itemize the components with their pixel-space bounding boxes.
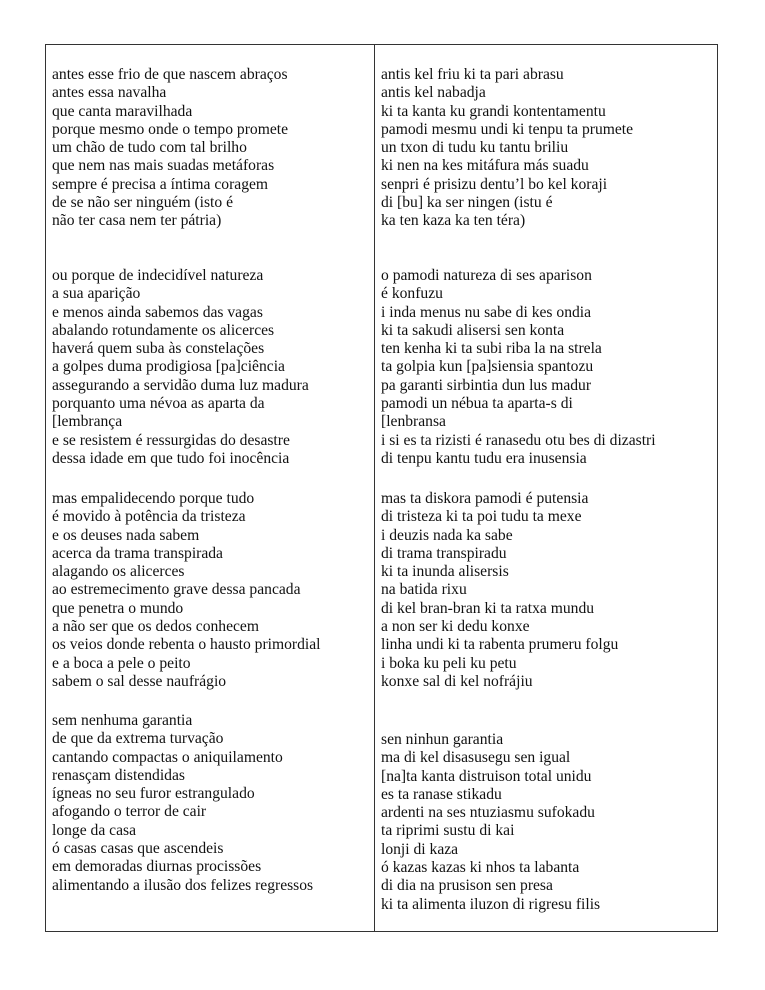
poem-line: i boka ku peli ku petu [381, 654, 517, 672]
poem-line: assegurando a servidão duma luz madura [52, 376, 309, 394]
poem-line: renasçam distendidas [52, 766, 185, 784]
poem-line: os veios donde rebenta o hausto primordial [52, 636, 321, 654]
poem-line: senpri é prisizu dentu’l bo kel koraji [381, 175, 608, 193]
poem-line: ó casas casas que ascendeis [52, 840, 224, 858]
poem-line: cantando compactas o aniquilamento [52, 748, 283, 766]
poem-line: a non ser ki dedu konxe [381, 618, 530, 636]
poem-line: ao estremecimento grave dessa pancada [52, 581, 301, 599]
poem-line: ten kenha ki ta subi riba la na strela [381, 340, 602, 358]
poem-line: e os deuses nada sabem [52, 526, 200, 544]
poem-line: ka ten kaza ka ten téra) [381, 212, 526, 230]
poem-line: alagando os alicerces [52, 563, 185, 581]
poem-line: e se resistem é ressurgidas do desastre [52, 431, 290, 449]
poem-line: dessa idade em que tudo foi inocência [52, 449, 290, 467]
poem-line: ki ta alimenta iluzon di rigresu filis [381, 895, 601, 913]
poem-line: longe da casa [52, 821, 136, 839]
poem-line: que nem nas mais suadas metáforas [52, 157, 275, 175]
pt-stanza-1 [52, 66, 370, 231]
poem-line: pamodi mesmu undi ki tenpu ta prumete [381, 120, 634, 138]
poem-line: ki ta kanta ku grandi kontentamentu [381, 102, 606, 120]
poem-line: sem nenhuma garantia [52, 712, 193, 729]
poem-line: ki ta inunda alisersis [381, 563, 509, 581]
poem-line: es ta ranase stikadu [381, 785, 502, 803]
poem-line: ki nen na kes mitáfura más suadu [381, 157, 589, 175]
poem-line: em demoradas diurnas procissões [52, 858, 262, 876]
poem-line: sempre é precisa a íntima coragem [52, 175, 269, 193]
pt-stanza-3 [52, 490, 370, 691]
poem-line: konxe sal di kel nofrájiu [381, 672, 533, 690]
poem-line: lonji di kaza [381, 840, 459, 858]
poem-line: ígneas no seu furor estrangulado [52, 785, 255, 803]
poem-line: ó kazas kazas ki nhos ta labanta [381, 859, 580, 877]
poem-line: di tenpu kantu tudu era inusensia [381, 449, 587, 467]
kriolu-column [381, 45, 715, 931]
poem-line: alimentando a ilusão dos felizes regressos [52, 876, 314, 894]
poem-line: a não ser que os dedos conhecem [52, 618, 259, 636]
poem-line: [lenbransa [381, 413, 446, 431]
poem-line: i si es ta rizisti é ranasedu otu bes di dizastri [381, 431, 656, 449]
poem-line: di trama transpiradu [381, 544, 507, 562]
poem-line: ardenti na ses ntuziasmu sufokadu [381, 804, 595, 822]
pt-stanza-2 [52, 267, 370, 468]
kv-stanza-4 [381, 731, 715, 914]
poem-line: [na]ta kanta distruison total unidu [381, 767, 592, 785]
poem-line: que canta maravilhada [52, 102, 193, 120]
poem-line: na batida rixu [381, 581, 467, 599]
poem-line: i inda menus nu sabe di kes ondia [381, 303, 592, 321]
poem-line: que penetra o mundo [52, 599, 184, 617]
poem-line: é movido à potência da tristeza [52, 508, 246, 526]
poem-line: a sua aparição [52, 285, 141, 303]
poem-line: um chão de tudo com tal brilho [52, 139, 247, 157]
poem-line: di dia na prusison sen presa [381, 877, 553, 895]
poem-line: acerca da trama transpirada [52, 544, 223, 562]
kv-stanza-1 [381, 66, 715, 231]
poem-line: de que da extrema turvação [52, 730, 224, 748]
poem-line: di kel bran-bran ki ta ratxa mundu [381, 599, 595, 617]
poem-line: porquanto uma névoa as aparta da [52, 395, 265, 413]
poem-line: a golpes duma prodigiosa [pa]ciência [52, 358, 285, 376]
poem-line: linha undi ki ta rabenta prumeru folgu [381, 636, 619, 654]
kv-stanza-2 [381, 267, 715, 468]
poem-line: e a boca a pele o peito [52, 654, 191, 672]
poem-line: sen ninhun garantia [381, 731, 504, 748]
poem-line: porque mesmo onde o tempo promete [52, 120, 289, 138]
poem-line: antis kel friu ki ta pari abrasu [381, 66, 564, 83]
poem-line: i deuzis nada ka sabe [381, 526, 513, 544]
poem-line: sabem o sal desse naufrágio [52, 672, 227, 690]
kv-stanza-3 [381, 490, 715, 691]
poem-line: de se não ser ninguém (isto é [52, 194, 234, 212]
poem-line: o pamodi natureza di ses aparison [381, 267, 592, 284]
poem-line: pamodi un nébua ta aparta-s di [381, 395, 573, 413]
poem-line: ta riprimi sustu di kai [381, 822, 515, 840]
poem-line: antis kel nabadja [381, 84, 486, 102]
poem-line: haverá quem suba às constelações [52, 340, 265, 358]
poem-line: não ter casa nem ter pátria) [52, 212, 222, 230]
poem-line: antes esse frio de que nascem abraços [52, 66, 288, 83]
poem-line: antes essa navalha [52, 84, 167, 102]
poem-line: ou porque de indecidível natureza [52, 267, 264, 284]
poem-line: é konfuzu [381, 285, 443, 303]
poem-line: e menos ainda sabemos das vagas [52, 303, 263, 321]
poem-line: mas empalidecendo porque tudo [52, 490, 255, 507]
pt-stanza-4 [52, 712, 370, 895]
poem-line: di tristeza ki ta poi tudu ta mexe [381, 508, 582, 526]
poem-line: mas ta diskora pamodi é putensia [381, 490, 589, 507]
poem-line: afogando o terror de cair [52, 803, 207, 821]
poem-line: un txon di tudu ku tantu briliu [381, 139, 569, 157]
column-divider [374, 45, 375, 931]
poem-line: abalando rotundamente os alicerces [52, 321, 275, 339]
portuguese-column [52, 45, 370, 931]
bilingual-poem-table [45, 44, 718, 932]
poem-line: ta golpia kun [pa]siensia spantozu [381, 358, 594, 376]
poem-line: pa garanti sirbintia dun lus madur [381, 376, 592, 394]
poem-line: ma di kel disasusegu sen igual [381, 749, 571, 767]
poem-line: di [bu] ka ser ningen (istu é [381, 194, 553, 212]
poem-line: ki ta sakudi alisersi sen konta [381, 321, 565, 339]
poem-line: [lembrança [52, 413, 123, 431]
